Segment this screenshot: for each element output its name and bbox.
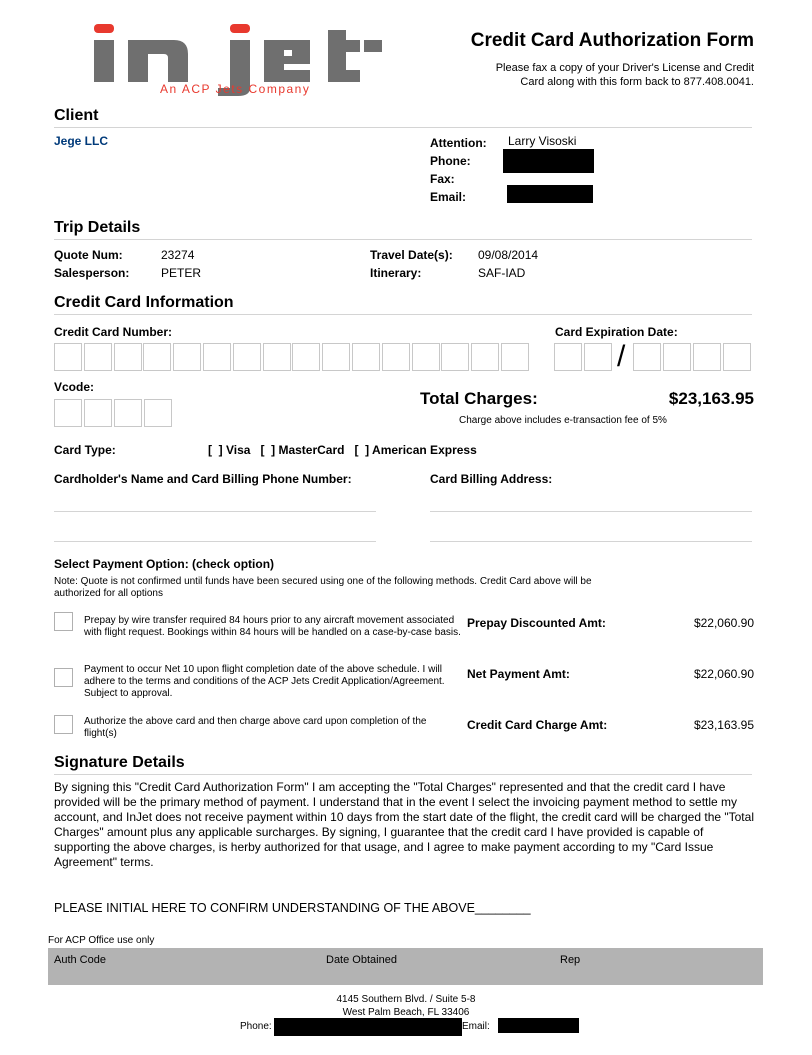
footer-phone-redacted <box>274 1018 462 1036</box>
quote-value: 23274 <box>161 248 195 262</box>
phone-redacted <box>503 149 594 173</box>
fax-note-line1: Please fax a copy of your Driver's License and Credit <box>495 62 754 74</box>
itinerary-label: Itinerary: <box>370 266 422 280</box>
cc-exp-label: Card Expiration Date: <box>555 325 678 339</box>
travel-date-label: Travel Date(s): <box>370 248 453 262</box>
salesperson-value: PETER <box>161 266 202 280</box>
cc-digit-box-9[interactable] <box>292 343 320 371</box>
date-obtained-column: Date Obtained <box>326 954 397 966</box>
fax-label: Fax: <box>430 172 455 186</box>
office-use-bar <box>48 948 763 985</box>
initial-line[interactable]: PLEASE INITIAL HERE TO CONFIRM UNDERSTANDING OF THE ABOVE________ <box>54 901 531 915</box>
payment-note: Note: Quote is not confirmed until funds have been secured using one of the following methods. Credit Card above will be authorized for all options <box>54 576 592 599</box>
quote-label: Quote Num: <box>54 248 123 262</box>
exp-year-box-2[interactable] <box>663 343 691 371</box>
client-name: Jege LLC <box>54 134 109 148</box>
email-redacted <box>507 185 593 203</box>
cc-digit-box-5[interactable] <box>173 343 201 371</box>
travel-date-value: 09/08/2014 <box>478 248 539 262</box>
cc-digit-box-8[interactable] <box>263 343 291 371</box>
client-heading: Client <box>54 107 99 124</box>
fax-note-line2: Card along with this form back to 877.408.0041. <box>520 76 754 88</box>
itinerary-value: SAF-IAD <box>478 266 526 280</box>
signature-heading: Signature Details <box>54 754 185 771</box>
footer-email-label: Email: <box>462 1021 490 1032</box>
payment-option-2-checkbox[interactable] <box>54 668 73 687</box>
cc-heading: Credit Card Information <box>54 294 234 311</box>
fee-note: Charge above includes e-transaction fee of 5% <box>459 415 667 426</box>
vcode-label: Vcode: <box>54 380 95 394</box>
payment-option-1-text: Prepay by wire transfer required 84 hours prior to any aircraft movement associated with flight request. Bookings within 84 hours will be handled on a case-by-case basis. <box>84 615 461 638</box>
cc-digit-box-13[interactable] <box>412 343 440 371</box>
net-payment-amt-value: $22,060.90 <box>693 667 754 681</box>
salesperson-label: Salesperson: <box>54 266 130 280</box>
cardholder-line-2[interactable] <box>54 541 376 542</box>
cc-digit-box-14[interactable] <box>441 343 469 371</box>
cc-digit-box-1[interactable] <box>54 343 82 371</box>
cc-digit-box-6[interactable] <box>203 343 231 371</box>
prepay-amt-value: $22,060.90 <box>693 616 754 630</box>
cc-digit-box-10[interactable] <box>322 343 350 371</box>
payment-option-1-checkbox[interactable] <box>54 612 73 631</box>
signature-body: By signing this "Credit Card Authorization Form" I am accepting the "Total Charges" represented and that the credit card I have provided will be the primary method of payment. I understand that in the event I select the invoicing payment method to settle my account, and InJet does not receive payment within 10 days from the start date of the flight, the credit card will be charged the "Total Charges" amount plus any applicable surcharges. By signing, I guarantee that the credit card I have provided is capable of supporting the above charges, is herby authorized for that usage, and I agree to make payment according to my "Card Issue Agreement" terms. <box>54 780 754 869</box>
cc-digit-box-16[interactable] <box>501 343 529 371</box>
trip-divider <box>54 239 752 240</box>
rep-column: Rep <box>560 954 581 966</box>
cardholder-label: Cardholder's Name and Card Billing Phone Number: <box>54 472 352 486</box>
vcode-digit-box-3[interactable] <box>114 399 142 427</box>
office-use-label: For ACP Office use only <box>48 935 155 946</box>
payment-option-2-text: Payment to occur Net 10 upon flight completion date of the above schedule. I will adhere to the terms and conditions of the ACP Jets Credit Application/Agreement. Subject to approval. <box>84 664 445 699</box>
total-charges-value: $23,163.95 <box>668 389 754 408</box>
vcode-digit-box-1[interactable] <box>54 399 82 427</box>
payment-heading: Select Payment Option: (check option) <box>54 557 275 571</box>
cc-digit-box-7[interactable] <box>233 343 261 371</box>
footer-phone-label: Phone: <box>240 1021 272 1032</box>
billing-address-label: Card Billing Address: <box>430 472 553 486</box>
cardholder-line-1[interactable] <box>54 511 376 512</box>
vcode-digit-box-4[interactable] <box>144 399 172 427</box>
cc-digit-box-2[interactable] <box>84 343 112 371</box>
cc-digit-box-3[interactable] <box>114 343 142 371</box>
trip-heading: Trip Details <box>54 219 141 236</box>
payment-option-3-checkbox[interactable] <box>54 715 73 734</box>
logo-tagline: An ACP Jets Company <box>160 82 311 96</box>
cc-digit-box-15[interactable] <box>471 343 499 371</box>
auth-code-column: Auth Code <box>54 954 106 966</box>
cc-digit-box-4[interactable] <box>143 343 171 371</box>
exp-year-box-1[interactable] <box>633 343 661 371</box>
email-label: Email: <box>430 190 467 204</box>
signature-divider <box>54 774 752 775</box>
attention-value: Larry Visoski <box>508 134 577 148</box>
client-divider <box>54 127 752 128</box>
exp-year-box-4[interactable] <box>723 343 751 371</box>
total-charges-label: Total Charges: <box>420 389 538 408</box>
billing-address-line-2[interactable] <box>430 541 752 542</box>
exp-slash: / <box>617 340 626 373</box>
cc-charge-amt-label: Credit Card Charge Amt: <box>467 718 608 732</box>
phone-label: Phone: <box>430 154 471 168</box>
exp-month-box-2[interactable] <box>584 343 612 371</box>
exp-month-box-1[interactable] <box>554 343 582 371</box>
billing-address-line-1[interactable] <box>430 511 752 512</box>
cc-digit-box-12[interactable] <box>382 343 410 371</box>
form-title: Credit Card Authorization Form <box>470 30 754 51</box>
prepay-amt-label: Prepay Discounted Amt: <box>467 616 606 630</box>
footer-address-line1: 4145 Southern Blvd. / Suite 5-8 <box>336 994 476 1005</box>
card-type-options[interactable]: [ ] Visa [ ] MasterCard [ ] American Express <box>208 443 477 457</box>
net-payment-amt-label: Net Payment Amt: <box>467 667 570 681</box>
cc-divider <box>54 314 752 315</box>
cc-number-label: Credit Card Number: <box>54 325 173 339</box>
footer-address-line2: West Palm Beach, FL 33406 <box>342 1007 470 1018</box>
card-type-label: Card Type: <box>54 443 116 457</box>
company-logo <box>88 18 384 100</box>
cc-charge-amt-value: $23,163.95 <box>693 718 754 732</box>
payment-option-3-text: Authorize the above card and then charge above card upon completion of the flight(s) <box>84 716 427 739</box>
exp-year-box-3[interactable] <box>693 343 721 371</box>
vcode-digit-box-2[interactable] <box>84 399 112 427</box>
footer-email-redacted <box>498 1018 579 1033</box>
attention-label: Attention: <box>430 136 487 150</box>
cc-digit-box-11[interactable] <box>352 343 380 371</box>
